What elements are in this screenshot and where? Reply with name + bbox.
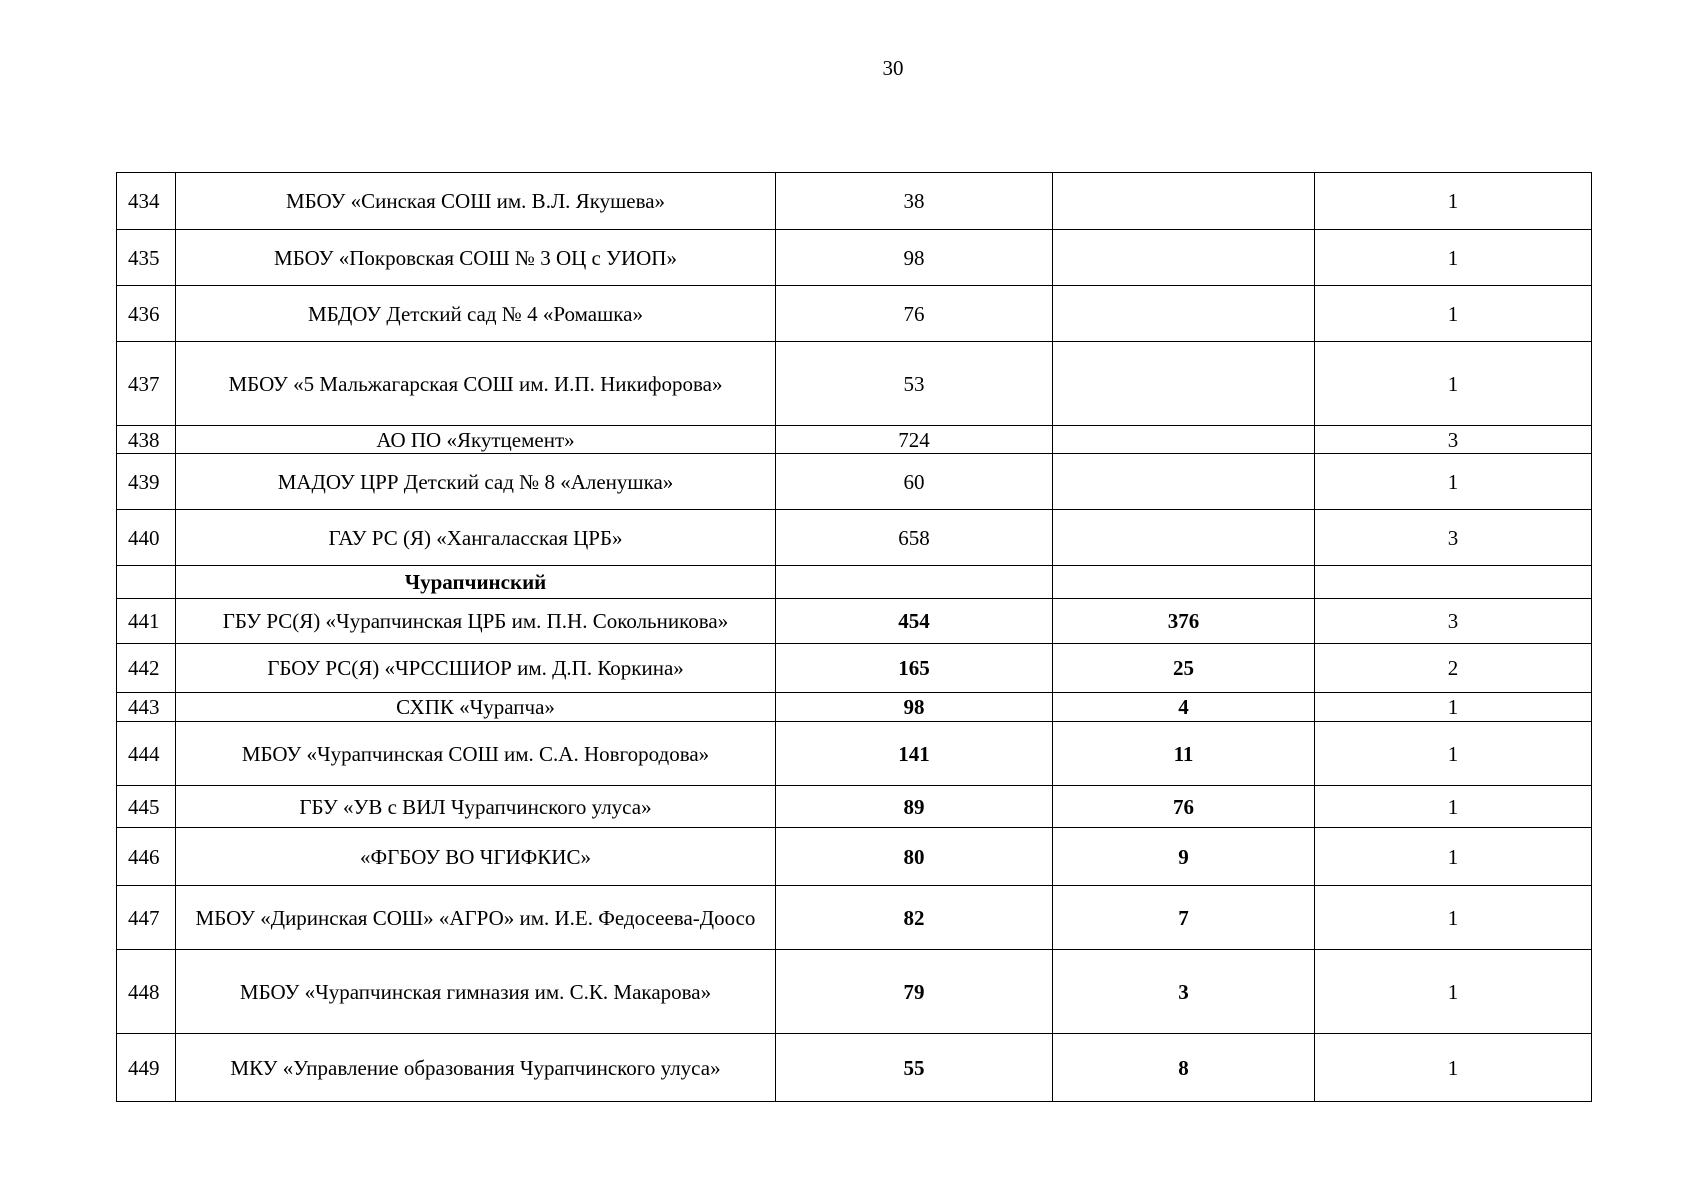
value-col-2: 11: [1053, 722, 1315, 786]
value-col-2: [1053, 510, 1315, 566]
value-col-1: 98: [776, 693, 1053, 722]
value-col-3: 1: [1315, 286, 1592, 342]
value-col-3: 2: [1315, 644, 1592, 693]
value-col-2: 76: [1053, 786, 1315, 828]
organization-name: ГБУ РС(Я) «Чурапчинская ЦРБ им. П.Н. Сокольникова»: [176, 599, 776, 644]
value-col-1: [776, 566, 1053, 599]
table-row: [117, 1034, 1592, 1102]
value-col-1: 89: [776, 786, 1053, 828]
value-col-2: [1053, 230, 1315, 286]
table-row: [117, 230, 1592, 286]
row-number: 439: [117, 454, 176, 510]
organization-name: ГБУ «УВ с ВИЛ Чурапчинского улуса»: [176, 786, 776, 828]
organization-name: МБОУ «Синская СОШ им. В.Л. Якушева»: [176, 173, 776, 230]
value-col-1: 98: [776, 230, 1053, 286]
value-col-1: 165: [776, 644, 1053, 693]
value-col-2: [1053, 426, 1315, 454]
value-col-3: 3: [1315, 510, 1592, 566]
organization-name: МБОУ «Покровская СОШ № 3 ОЦ с УИОП»: [176, 230, 776, 286]
value-col-2: 9: [1053, 828, 1315, 886]
value-col-2: 376: [1053, 599, 1315, 644]
value-col-2: [1053, 286, 1315, 342]
organization-name: ГБОУ РС(Я) «ЧРССШИОР им. Д.П. Коркина»: [176, 644, 776, 693]
value-col-3: 1: [1315, 1034, 1592, 1102]
organization-name: МБОУ «Чурапчинская гимназия им. С.К. Макарова»: [176, 950, 776, 1034]
value-col-1: 38: [776, 173, 1053, 230]
organization-name: АО ПО «Якутцемент»: [176, 426, 776, 454]
organization-name: СХПК «Чурапча»: [176, 693, 776, 722]
value-col-1: 658: [776, 510, 1053, 566]
row-number: 441: [117, 599, 176, 644]
organization-name: ГАУ РС (Я) «Хангаласская ЦРБ»: [176, 510, 776, 566]
row-number: 443: [117, 693, 176, 722]
organization-name: МБОУ «Чурапчинская СОШ им. С.А. Новгородова»: [176, 722, 776, 786]
organization-name: МКУ «Управление образования Чурапчинского улуса»: [176, 1034, 776, 1102]
row-number: 445: [117, 786, 176, 828]
table-row: [117, 693, 1592, 722]
value-col-1: 53: [776, 342, 1053, 426]
row-number: 448: [117, 950, 176, 1034]
table-row: [117, 950, 1592, 1034]
table-row: [117, 886, 1592, 950]
value-col-1: 82: [776, 886, 1053, 950]
value-col-1: 55: [776, 1034, 1053, 1102]
table-row: [117, 426, 1592, 454]
value-col-3: 1: [1315, 886, 1592, 950]
value-col-2: 3: [1053, 950, 1315, 1034]
table-row: [117, 828, 1592, 886]
table-row: [117, 786, 1592, 828]
value-col-3: 1: [1315, 950, 1592, 1034]
value-col-2: 25: [1053, 644, 1315, 693]
organization-name: МБОУ «Диринская СОШ» «АГРО» им. И.Е. Федосеева-Доосо: [176, 886, 776, 950]
table-row: [117, 173, 1592, 230]
row-number: 438: [117, 426, 176, 454]
value-col-3: 1: [1315, 454, 1592, 510]
row-number: 435: [117, 230, 176, 286]
row-number: 446: [117, 828, 176, 886]
value-col-1: 80: [776, 828, 1053, 886]
table-row: [117, 454, 1592, 510]
value-col-3: 1: [1315, 722, 1592, 786]
row-number: 444: [117, 722, 176, 786]
row-number: 437: [117, 342, 176, 426]
organization-name: МБДОУ Детский сад № 4 «Ромашка»: [176, 286, 776, 342]
value-col-1: 79: [776, 950, 1053, 1034]
row-number: 436: [117, 286, 176, 342]
value-col-3: 1: [1315, 828, 1592, 886]
value-col-2: [1053, 454, 1315, 510]
row-number: 434: [117, 173, 176, 230]
value-col-1: 76: [776, 286, 1053, 342]
value-col-1: 724: [776, 426, 1053, 454]
value-col-3: 3: [1315, 599, 1592, 644]
value-col-2: 7: [1053, 886, 1315, 950]
table-row: [117, 342, 1592, 426]
row-number: 442: [117, 644, 176, 693]
value-col-2: [1053, 173, 1315, 230]
organization-name: «ФГБОУ ВО ЧГИФКИС»: [176, 828, 776, 886]
value-col-3: 1: [1315, 230, 1592, 286]
value-col-3: 1: [1315, 342, 1592, 426]
section-title: Чурапчинский: [176, 566, 776, 599]
table-row: [117, 510, 1592, 566]
value-col-3: 1: [1315, 173, 1592, 230]
value-col-2: 8: [1053, 1034, 1315, 1102]
table-row: [117, 286, 1592, 342]
value-col-1: 60: [776, 454, 1053, 510]
value-col-2: 4: [1053, 693, 1315, 722]
value-col-3: 1: [1315, 786, 1592, 828]
table-row: [117, 644, 1592, 693]
value-col-3: [1315, 566, 1592, 599]
data-table: [116, 172, 1592, 1102]
page-number: 30: [882, 56, 904, 80]
organization-name: МАДОУ ЦРР Детский сад № 8 «Аленушка»: [176, 454, 776, 510]
organization-name: МБОУ «5 Мальжагарская СОШ им. И.П. Никифорова»: [176, 342, 776, 426]
row-number: 440: [117, 510, 176, 566]
table-row: [117, 722, 1592, 786]
section-row: [117, 566, 1592, 599]
row-number: 449: [117, 1034, 176, 1102]
row-number-empty: [117, 566, 176, 599]
row-number: 447: [117, 886, 176, 950]
value-col-2: [1053, 342, 1315, 426]
value-col-3: 1: [1315, 693, 1592, 722]
table-row: [117, 599, 1592, 644]
value-col-1: 141: [776, 722, 1053, 786]
value-col-3: 3: [1315, 426, 1592, 454]
value-col-1: 454: [776, 599, 1053, 644]
value-col-2: [1053, 566, 1315, 599]
